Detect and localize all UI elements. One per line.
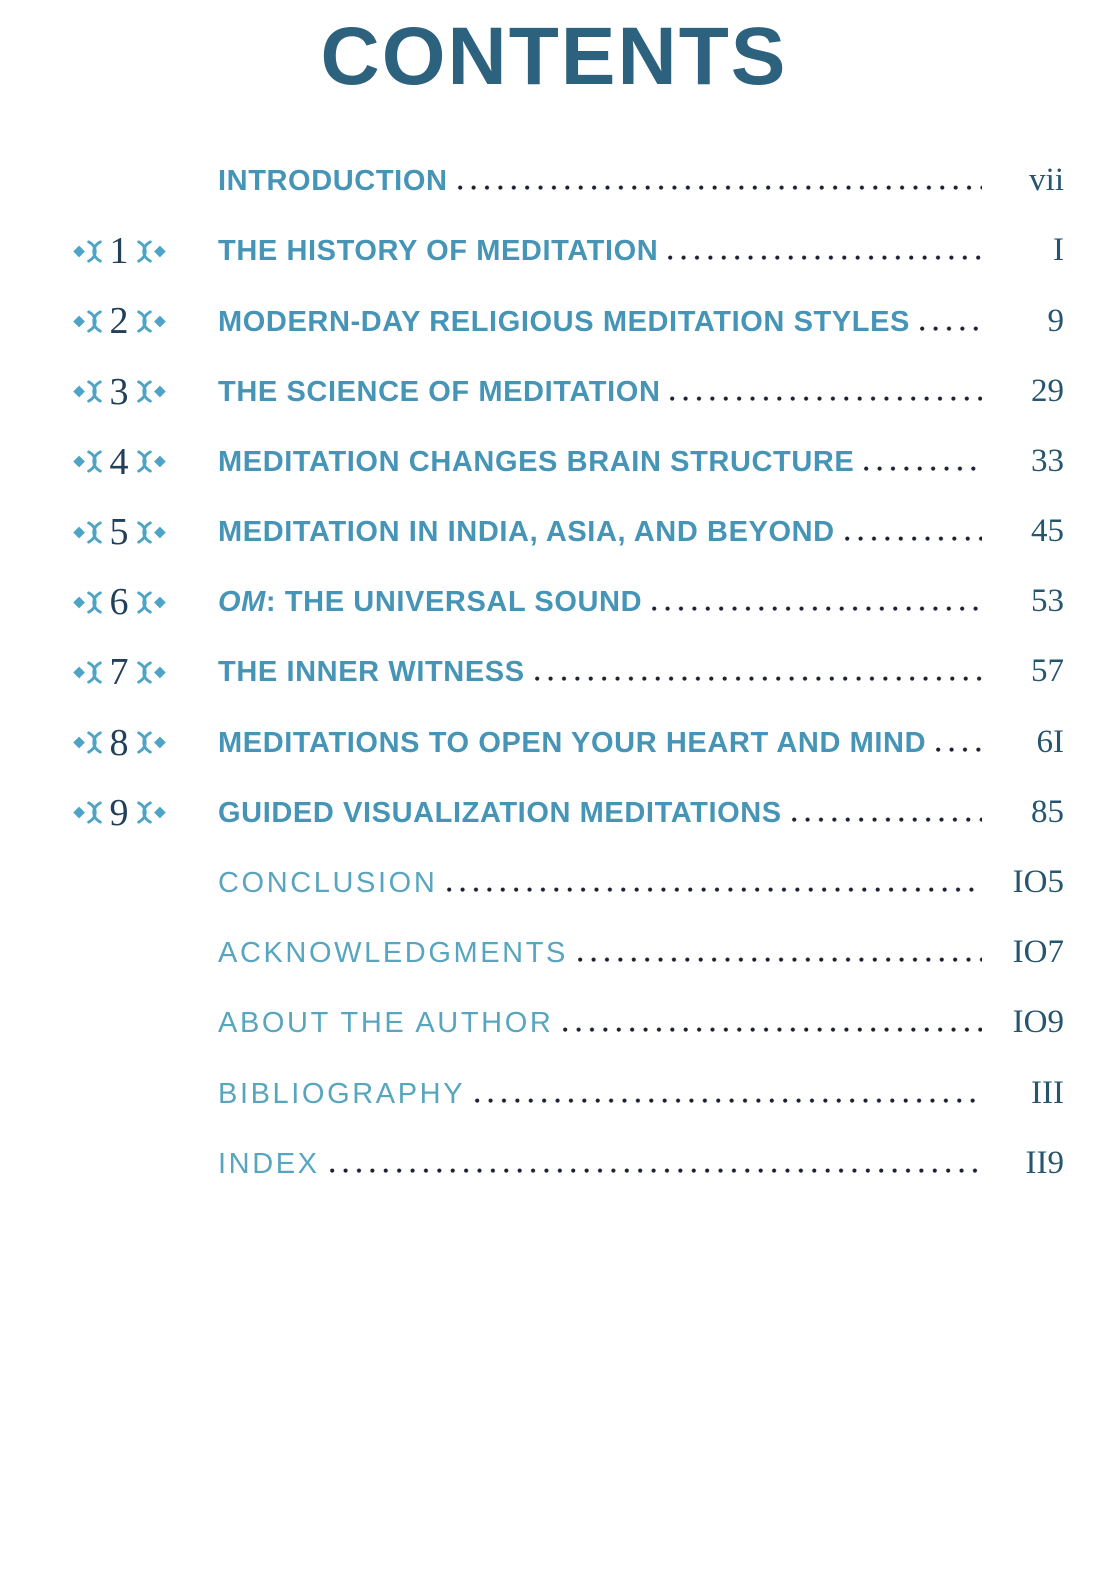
chapter-marker xyxy=(62,440,176,483)
page-number: I xyxy=(1053,232,1064,269)
toc-entry xyxy=(218,866,1064,900)
table-of-contents xyxy=(0,146,1108,1199)
entry-title-rest: : THE UNIVERSAL SOUND xyxy=(265,586,643,619)
chapter-marker xyxy=(62,721,176,764)
ornament-left-icon xyxy=(72,730,102,755)
toc-entry xyxy=(218,1074,1064,1111)
entry-title: THE SCIENCE OF MEDITATION xyxy=(218,375,661,408)
toc-row xyxy=(0,778,1108,848)
ornament-left-icon xyxy=(72,590,102,615)
page-number: 53 xyxy=(1031,583,1064,620)
chapter-marker xyxy=(62,791,176,834)
page-number: IO5 xyxy=(1012,864,1064,901)
page-number: 57 xyxy=(1031,653,1064,690)
toc-entry xyxy=(218,1144,1064,1181)
chapter-number: 3 xyxy=(109,370,129,413)
toc-row xyxy=(0,427,1108,497)
toc-entry xyxy=(218,372,1064,409)
toc-row xyxy=(0,918,1108,988)
ornament-right-icon xyxy=(137,239,167,264)
dot-leader xyxy=(670,396,982,401)
ornament-left-icon xyxy=(72,309,102,334)
entry-title-italic: OM xyxy=(218,586,266,619)
entry-title: BIBLIOGRAPHY xyxy=(218,1077,466,1110)
toc-entry xyxy=(218,442,1064,479)
toc-entry xyxy=(218,723,1064,760)
dot-leader xyxy=(920,326,982,331)
toc-row xyxy=(0,988,1108,1058)
toc-row xyxy=(0,637,1108,707)
ornament-left-icon xyxy=(72,800,102,825)
ornament-right-icon xyxy=(137,309,167,334)
toc-entry xyxy=(218,655,1064,689)
page-number: 33 xyxy=(1031,442,1064,479)
entry-title: MEDITATIONS TO OPEN YOUR HEART AND MIND xyxy=(218,726,927,759)
entry-title: MODERN-DAY RELIGIOUS MEDITATION STYLES xyxy=(218,305,910,338)
chapter-number: 7 xyxy=(109,651,129,694)
dot-leader xyxy=(652,606,982,611)
dot-leader xyxy=(792,817,982,822)
ornament-right-icon xyxy=(137,379,167,404)
toc-row xyxy=(0,497,1108,567)
toc-entry xyxy=(218,793,1064,830)
chapter-number: 2 xyxy=(109,300,129,343)
entry-title: INTRODUCTION xyxy=(218,165,448,198)
entry-title: ABOUT THE AUTHOR xyxy=(218,1007,554,1040)
toc-entry xyxy=(218,585,1064,619)
chapter-marker xyxy=(62,511,176,554)
toc-entry xyxy=(218,1006,1064,1040)
entry-title: CONCLUSION xyxy=(218,867,438,900)
page-number: 29 xyxy=(1031,372,1064,409)
toc-row xyxy=(0,146,1108,216)
dot-leader xyxy=(845,536,982,541)
chapter-marker xyxy=(62,300,176,343)
toc-entry xyxy=(218,936,1064,970)
ornament-right-icon xyxy=(137,449,167,474)
chapter-number: 4 xyxy=(109,440,129,483)
chapter-number: 9 xyxy=(109,791,129,834)
ornament-right-icon xyxy=(137,730,167,755)
toc-row xyxy=(0,1129,1108,1199)
toc-row xyxy=(0,216,1108,286)
ornament-right-icon xyxy=(137,660,167,685)
page-number: IO9 xyxy=(1012,1004,1064,1041)
chapter-number: 1 xyxy=(109,230,129,273)
dot-leader xyxy=(864,466,982,471)
dot-leader xyxy=(936,747,982,752)
entry-title xyxy=(218,587,642,619)
entry-title: THE HISTORY OF MEDITATION xyxy=(218,235,659,268)
toc-row xyxy=(0,708,1108,778)
entry-title: MEDITATION IN INDIA, ASIA, AND BEYOND xyxy=(218,516,835,549)
toc-entry xyxy=(218,234,1064,268)
toc-entry xyxy=(218,515,1064,549)
page-number: 45 xyxy=(1031,513,1064,550)
toc-row xyxy=(0,848,1108,918)
toc-row xyxy=(0,286,1108,356)
dot-leader xyxy=(668,255,982,260)
page-number: IO7 xyxy=(1012,934,1064,971)
dot-leader xyxy=(475,1098,982,1103)
page-number: 85 xyxy=(1031,793,1064,830)
page-number: 6I xyxy=(1036,723,1064,760)
chapter-marker xyxy=(62,581,176,624)
toc-row xyxy=(0,357,1108,427)
chapter-number: 6 xyxy=(109,581,129,624)
ornament-right-icon xyxy=(137,590,167,615)
dot-leader xyxy=(578,957,982,962)
ornament-left-icon xyxy=(72,660,102,685)
page-number: III xyxy=(1031,1074,1064,1111)
entry-title: ACKNOWLEDGMENTS xyxy=(218,937,568,970)
entry-title: INDEX xyxy=(218,1147,320,1180)
toc-row xyxy=(0,567,1108,637)
chapter-marker xyxy=(62,370,176,413)
page-title: CONTENTS xyxy=(320,11,788,102)
dot-leader xyxy=(535,676,982,681)
toc-entry xyxy=(218,164,1064,198)
ornament-left-icon xyxy=(72,239,102,264)
entry-title: THE INNER WITNESS xyxy=(218,656,525,689)
toc-row xyxy=(0,1058,1108,1128)
chapter-marker xyxy=(62,651,176,694)
ornament-left-icon xyxy=(72,520,102,545)
ornament-right-icon xyxy=(137,520,167,545)
chapter-number: 8 xyxy=(109,721,129,764)
chapter-marker xyxy=(62,230,176,273)
ornament-left-icon xyxy=(72,449,102,474)
page-number: II9 xyxy=(1025,1144,1064,1181)
entry-title: MEDITATION CHANGES BRAIN STRUCTURE xyxy=(218,445,855,478)
entry-title: GUIDED VISUALIZATION MEDITATIONS xyxy=(218,796,782,829)
dot-leader xyxy=(458,185,982,190)
ornament-right-icon xyxy=(137,800,167,825)
dot-leader xyxy=(330,1168,982,1173)
dot-leader xyxy=(563,1027,982,1032)
page-number: vii xyxy=(1029,162,1064,199)
page-number: 9 xyxy=(1047,302,1064,339)
toc-entry xyxy=(218,302,1064,339)
ornament-left-icon xyxy=(72,379,102,404)
contents-page xyxy=(0,11,1108,1583)
chapter-number: 5 xyxy=(109,511,129,554)
dot-leader xyxy=(447,887,982,892)
